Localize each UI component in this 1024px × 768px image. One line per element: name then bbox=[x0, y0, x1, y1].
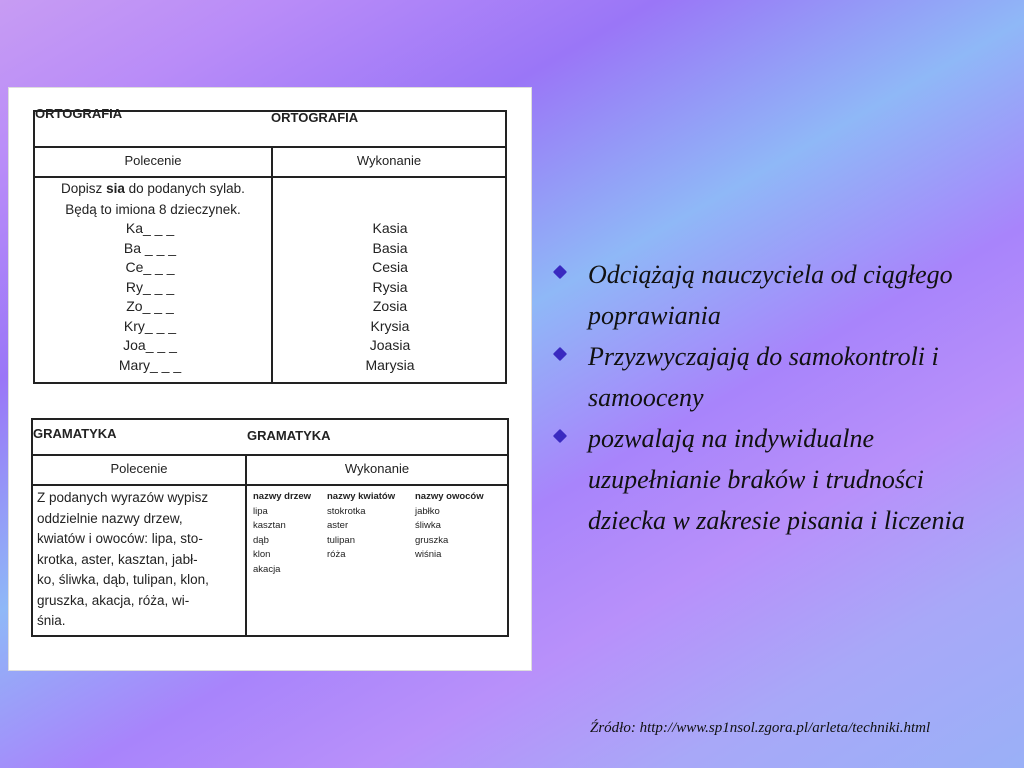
bullet-item: Przyzwyczajają do samokontroli i samooceny bbox=[550, 336, 990, 418]
name: Cesia bbox=[372, 259, 408, 275]
diamond-bullet-icon bbox=[553, 265, 567, 279]
syllable: Ba _ _ _ bbox=[123, 239, 177, 256]
name: Krysia bbox=[370, 317, 410, 334]
syllable: Ka_ _ _ bbox=[125, 220, 175, 236]
card2-col-left: Polecenie bbox=[110, 461, 168, 476]
syllables-list bbox=[75, 219, 225, 375]
gramatyka-card bbox=[31, 418, 509, 637]
card2-task: Z podanych wyrazów wypisz oddzielnie nazwy drzew, kwiatów i owoców: lipa, sto- krotka, aster, kasztan, jabł- ko, śliwka, dąb, tulipan, klon, gruszka, akacja, róża, wi- śnia. bbox=[37, 490, 209, 628]
name: Zosia bbox=[372, 298, 408, 314]
diamond-bullet-icon bbox=[553, 429, 567, 443]
card1-title-right: ORTOGRAFIA bbox=[271, 110, 359, 125]
source-citation: Źródło: http://www.sp1nsol.zgora.pl/arleta/techniki.html bbox=[590, 720, 931, 736]
flowers-column: nazwy kwiatów stokrotka aster tulipan róża bbox=[327, 491, 396, 560]
card2-header-row bbox=[33, 454, 507, 486]
card1-header-row bbox=[35, 146, 505, 178]
name: Rysia bbox=[372, 278, 408, 295]
syllable: Ry_ _ _ bbox=[125, 278, 175, 295]
card2-title-left: GRAMATYKA bbox=[33, 426, 117, 441]
card1-col-left: Polecenie bbox=[124, 153, 182, 168]
card1-title-left: ORTOGRAFIA bbox=[35, 106, 123, 121]
card1-divider bbox=[271, 146, 273, 382]
syllable: Zo_ _ _ bbox=[126, 298, 174, 314]
card2-col-right: Wykonanie bbox=[344, 461, 410, 476]
names-list bbox=[315, 219, 465, 375]
card1-task: Dopisz sia do podanych sylab. Będą to imiona 8 dzieczynek. bbox=[61, 181, 245, 217]
fruits-column: nazwy owoców jabłko śliwka gruszka wiśnia bbox=[415, 491, 484, 560]
name: Basia bbox=[372, 239, 408, 256]
scanned-worksheet-image bbox=[9, 88, 531, 670]
ortografia-card bbox=[33, 106, 507, 384]
name: Kasia bbox=[372, 220, 408, 236]
card2-title-right: GRAMATYKA bbox=[247, 428, 331, 443]
name: Marysia bbox=[365, 356, 415, 373]
syllable: Kry_ _ _ bbox=[123, 317, 177, 334]
syllable: Mary_ _ _ bbox=[118, 356, 182, 373]
trees-column: nazwy drzew lipa kasztan dąb klon akacja bbox=[253, 491, 312, 575]
name: Joasia bbox=[369, 337, 411, 353]
bullet-list bbox=[550, 254, 990, 541]
diamond-bullet-icon bbox=[553, 347, 567, 361]
bullet-item: Odciążają nauczyciela od ciągłego poprawiania bbox=[550, 254, 990, 336]
syllable: Ce_ _ _ bbox=[125, 259, 175, 275]
bullet-item: pozwalają na indywidualne uzupełnianie braków i trudności dziecka w zakresie pisania i liczenia bbox=[550, 418, 990, 541]
card2-divider bbox=[245, 454, 247, 635]
card1-col-right: Wykonanie bbox=[356, 153, 422, 168]
syllable: Joa_ _ _ bbox=[123, 337, 177, 353]
